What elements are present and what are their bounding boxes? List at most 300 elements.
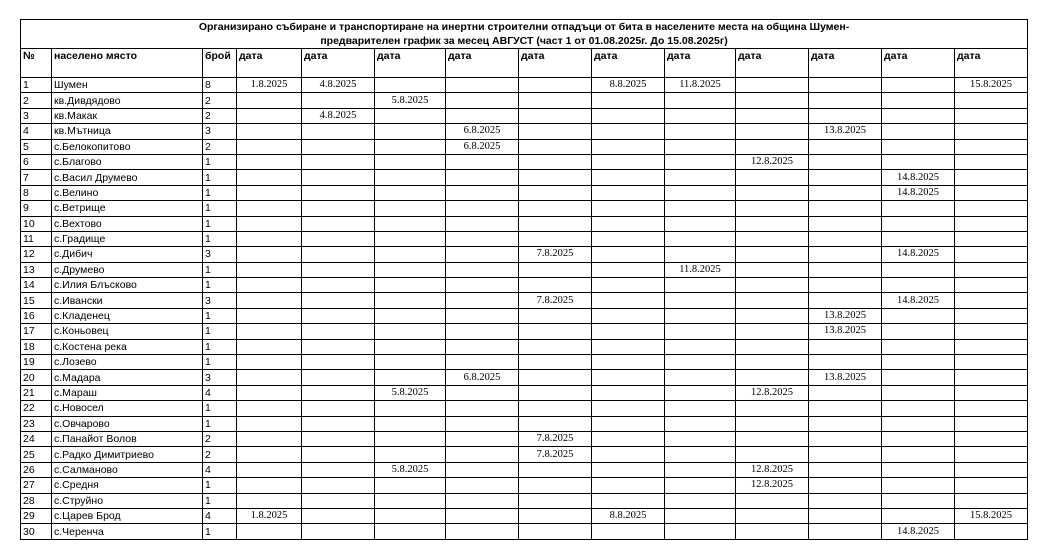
collection-date (665, 524, 736, 539)
collection-count: 1 (203, 401, 237, 416)
row-number: 2 (21, 93, 52, 108)
collection-date (736, 139, 809, 154)
collection-date (882, 93, 955, 108)
table-row (21, 139, 1028, 154)
collection-date (592, 401, 665, 416)
collection-date (237, 416, 302, 431)
collection-date (519, 324, 592, 339)
table-row (21, 324, 1028, 339)
collection-date (955, 201, 1028, 216)
collection-count: 2 (203, 139, 237, 154)
collection-date (237, 431, 302, 446)
header-date: дата (736, 49, 809, 78)
collection-date (882, 201, 955, 216)
collection-date (592, 93, 665, 108)
collection-count: 2 (203, 431, 237, 446)
collection-date (237, 308, 302, 323)
header-date: дата (882, 49, 955, 78)
collection-date (882, 355, 955, 370)
collection-date (237, 355, 302, 370)
place-name: с.Васил Друмево (52, 170, 203, 185)
place-name: кв.Макак (52, 108, 203, 123)
place-name: с.Благово (52, 154, 203, 169)
header-date: дата (592, 49, 665, 78)
collection-date (736, 185, 809, 200)
table-row (21, 385, 1028, 400)
collection-date: 6.8.2025 (446, 370, 519, 385)
table-row (21, 462, 1028, 477)
collection-date (882, 447, 955, 462)
collection-date: 7.8.2025 (519, 447, 592, 462)
collection-date (592, 201, 665, 216)
collection-count: 4 (203, 385, 237, 400)
collection-date (446, 431, 519, 446)
collection-date (809, 478, 882, 493)
collection-date (955, 431, 1028, 446)
collection-date (809, 139, 882, 154)
collection-date (237, 139, 302, 154)
collection-count: 1 (203, 231, 237, 246)
collection-date (665, 293, 736, 308)
collection-date (592, 247, 665, 262)
collection-count: 3 (203, 370, 237, 385)
place-name: кв.Дивдядово (52, 93, 203, 108)
collection-date (302, 154, 375, 169)
collection-date (736, 431, 809, 446)
collection-date (955, 478, 1028, 493)
collection-date (882, 385, 955, 400)
collection-date (519, 308, 592, 323)
table-row (21, 93, 1028, 108)
collection-date (237, 385, 302, 400)
collection-date (955, 416, 1028, 431)
collection-date (302, 185, 375, 200)
collection-date (665, 462, 736, 477)
collection-date (809, 108, 882, 123)
collection-date (736, 508, 809, 523)
collection-date (665, 231, 736, 246)
collection-date (809, 262, 882, 277)
place-name: с.Дибич (52, 247, 203, 262)
collection-date (302, 370, 375, 385)
schedule-table (20, 19, 1028, 540)
collection-date (955, 524, 1028, 539)
collection-date (592, 339, 665, 354)
collection-date (809, 201, 882, 216)
collection-date (237, 339, 302, 354)
collection-date (809, 462, 882, 477)
row-number: 18 (21, 339, 52, 354)
header-place: населено място (52, 49, 203, 78)
collection-count: 1 (203, 185, 237, 200)
collection-date (519, 385, 592, 400)
collection-date (955, 324, 1028, 339)
collection-date (446, 216, 519, 231)
table-row (21, 185, 1028, 200)
collection-date (237, 93, 302, 108)
collection-date (809, 385, 882, 400)
collection-date (237, 293, 302, 308)
collection-date (302, 170, 375, 185)
table-row (21, 339, 1028, 354)
place-name: с.Лозево (52, 355, 203, 370)
collection-date (809, 293, 882, 308)
row-number: 26 (21, 462, 52, 477)
collection-date (592, 370, 665, 385)
collection-date (592, 216, 665, 231)
header-date: дата (446, 49, 519, 78)
row-number: 5 (21, 139, 52, 154)
collection-date (446, 339, 519, 354)
collection-date (446, 170, 519, 185)
collection-date (375, 339, 446, 354)
collection-date (736, 216, 809, 231)
collection-date (302, 416, 375, 431)
collection-date: 15.8.2025 (955, 508, 1028, 523)
collection-date (375, 216, 446, 231)
title-line-1: Организирано събиране и транспортиране на инертни строителни отпадъци от бита в населените места на община Шумен- (198, 21, 850, 33)
table-row (21, 201, 1028, 216)
collection-date (592, 416, 665, 431)
collection-date (592, 478, 665, 493)
collection-date (665, 216, 736, 231)
collection-date (446, 154, 519, 169)
collection-date (809, 431, 882, 446)
collection-date (592, 108, 665, 123)
collection-count: 2 (203, 93, 237, 108)
header-row (21, 49, 1028, 78)
collection-date (736, 78, 809, 93)
table-row (21, 247, 1028, 262)
place-name: с.Мадара (52, 370, 203, 385)
collection-date (592, 231, 665, 246)
collection-date (736, 370, 809, 385)
collection-date: 12.8.2025 (736, 462, 809, 477)
collection-date (375, 401, 446, 416)
table-row (21, 170, 1028, 185)
collection-date (519, 201, 592, 216)
collection-count: 1 (203, 478, 237, 493)
row-number: 17 (21, 324, 52, 339)
collection-date: 11.8.2025 (665, 78, 736, 93)
collection-date (519, 339, 592, 354)
collection-date (809, 185, 882, 200)
collection-date (665, 278, 736, 293)
collection-date (519, 78, 592, 93)
collection-date (736, 447, 809, 462)
row-number: 13 (21, 262, 52, 277)
table-row (21, 478, 1028, 493)
collection-date (237, 447, 302, 462)
collection-date (446, 262, 519, 277)
collection-date (882, 139, 955, 154)
collection-date (955, 124, 1028, 139)
collection-date (375, 416, 446, 431)
collection-date (237, 247, 302, 262)
collection-date (592, 139, 665, 154)
collection-date (237, 201, 302, 216)
schedule-sheet (20, 19, 1028, 540)
table-row (21, 108, 1028, 123)
place-name: с.Радко Димитриево (52, 447, 203, 462)
collection-date (302, 508, 375, 523)
collection-date (665, 478, 736, 493)
collection-date (375, 478, 446, 493)
collection-date (809, 339, 882, 354)
collection-date (237, 493, 302, 508)
collection-date: 6.8.2025 (446, 139, 519, 154)
table-row (21, 308, 1028, 323)
collection-date (665, 139, 736, 154)
collection-date (237, 216, 302, 231)
collection-date (665, 308, 736, 323)
place-name: с.Костена река (52, 339, 203, 354)
collection-date: 4.8.2025 (302, 78, 375, 93)
collection-date (809, 247, 882, 262)
table-row (21, 493, 1028, 508)
collection-date (955, 401, 1028, 416)
collection-date (519, 524, 592, 539)
place-name: с.Градище (52, 231, 203, 246)
collection-date (592, 462, 665, 477)
place-name: Шумен (52, 78, 203, 93)
table-row (21, 262, 1028, 277)
collection-date (736, 324, 809, 339)
collection-date (665, 401, 736, 416)
collection-date (302, 401, 375, 416)
collection-date: 13.8.2025 (809, 324, 882, 339)
collection-date (237, 462, 302, 477)
collection-date (955, 154, 1028, 169)
collection-date (592, 124, 665, 139)
collection-date (446, 278, 519, 293)
collection-date (446, 247, 519, 262)
collection-date (955, 247, 1028, 262)
table-row (21, 355, 1028, 370)
collection-date (809, 170, 882, 185)
collection-date (302, 462, 375, 477)
collection-count: 3 (203, 247, 237, 262)
collection-date (375, 262, 446, 277)
table-row (21, 431, 1028, 446)
collection-date: 7.8.2025 (519, 431, 592, 446)
collection-date (237, 124, 302, 139)
place-name: с.Новосел (52, 401, 203, 416)
collection-date: 14.8.2025 (882, 185, 955, 200)
collection-date (375, 308, 446, 323)
collection-date (665, 493, 736, 508)
collection-count: 1 (203, 308, 237, 323)
collection-date (809, 78, 882, 93)
collection-date (302, 355, 375, 370)
collection-date (665, 508, 736, 523)
collection-date: 5.8.2025 (375, 93, 446, 108)
collection-date (446, 401, 519, 416)
collection-date (302, 139, 375, 154)
row-number: 29 (21, 508, 52, 523)
collection-date (665, 339, 736, 354)
collection-date (665, 324, 736, 339)
collection-count: 2 (203, 447, 237, 462)
place-name: с.Струйно (52, 493, 203, 508)
collection-date (375, 493, 446, 508)
place-name: с.Вехтово (52, 216, 203, 231)
collection-date (302, 478, 375, 493)
collection-date (882, 478, 955, 493)
collection-date (375, 108, 446, 123)
collection-date (302, 93, 375, 108)
row-number: 9 (21, 201, 52, 216)
collection-date (665, 108, 736, 123)
collection-date (955, 278, 1028, 293)
collection-date (882, 431, 955, 446)
collection-count: 1 (203, 416, 237, 431)
collection-date (955, 185, 1028, 200)
row-number: 19 (21, 355, 52, 370)
collection-date (519, 231, 592, 246)
collection-date: 1.8.2025 (237, 78, 302, 93)
collection-date (809, 508, 882, 523)
collection-date (882, 401, 955, 416)
collection-date (302, 431, 375, 446)
collection-date (955, 139, 1028, 154)
collection-date: 12.8.2025 (736, 385, 809, 400)
collection-count: 1 (203, 339, 237, 354)
collection-date: 5.8.2025 (375, 462, 446, 477)
collection-count: 1 (203, 201, 237, 216)
collection-date (446, 447, 519, 462)
collection-date (302, 278, 375, 293)
collection-date (519, 462, 592, 477)
row-number: 27 (21, 478, 52, 493)
collection-date (592, 170, 665, 185)
collection-date (302, 247, 375, 262)
collection-date (665, 93, 736, 108)
collection-date (955, 293, 1028, 308)
collection-date (955, 170, 1028, 185)
collection-date (237, 370, 302, 385)
collection-date (809, 154, 882, 169)
row-number: 20 (21, 370, 52, 385)
collection-date (736, 339, 809, 354)
collection-date (592, 493, 665, 508)
collection-date (302, 293, 375, 308)
row-number: 28 (21, 493, 52, 508)
collection-date (736, 108, 809, 123)
collection-date (237, 401, 302, 416)
collection-date (237, 524, 302, 539)
collection-date (955, 262, 1028, 277)
collection-date: 6.8.2025 (446, 124, 519, 139)
collection-date (519, 493, 592, 508)
collection-date (302, 385, 375, 400)
collection-date (955, 231, 1028, 246)
collection-date (882, 216, 955, 231)
collection-date (237, 478, 302, 493)
collection-date (592, 431, 665, 446)
place-name: с.Салманово (52, 462, 203, 477)
table-row (21, 154, 1028, 169)
collection-date (955, 493, 1028, 508)
header-date: дата (809, 49, 882, 78)
collection-date (882, 370, 955, 385)
collection-date (446, 185, 519, 200)
table-row (21, 416, 1028, 431)
row-number: 16 (21, 308, 52, 323)
table-row (21, 231, 1028, 246)
collection-date (882, 339, 955, 354)
collection-date (446, 385, 519, 400)
collection-date (519, 139, 592, 154)
place-name: с.Кладенец (52, 308, 203, 323)
collection-date (665, 416, 736, 431)
collection-date (519, 401, 592, 416)
collection-date (809, 524, 882, 539)
collection-date (809, 401, 882, 416)
collection-date: 7.8.2025 (519, 247, 592, 262)
collection-date (592, 185, 665, 200)
collection-date (665, 201, 736, 216)
collection-date (446, 493, 519, 508)
collection-date (882, 124, 955, 139)
row-number: 14 (21, 278, 52, 293)
collection-date (955, 308, 1028, 323)
place-name: с.Овчарово (52, 416, 203, 431)
collection-count: 3 (203, 124, 237, 139)
collection-date (519, 124, 592, 139)
collection-date: 14.8.2025 (882, 293, 955, 308)
row-number: 4 (21, 124, 52, 139)
place-name: с.Илия Блъсково (52, 278, 203, 293)
collection-date (519, 478, 592, 493)
collection-date (736, 93, 809, 108)
collection-date (302, 524, 375, 539)
collection-date (446, 308, 519, 323)
collection-date (882, 324, 955, 339)
collection-date (955, 385, 1028, 400)
collection-date: 12.8.2025 (736, 154, 809, 169)
collection-date (955, 108, 1028, 123)
header-num: № (21, 49, 52, 78)
collection-date (809, 416, 882, 431)
place-name: с.Царев Брод (52, 508, 203, 523)
collection-date (519, 370, 592, 385)
collection-date (736, 124, 809, 139)
header-date: дата (519, 49, 592, 78)
collection-count: 1 (203, 170, 237, 185)
collection-date (237, 231, 302, 246)
row-number: 15 (21, 293, 52, 308)
collection-date (302, 201, 375, 216)
collection-date (237, 262, 302, 277)
collection-date (519, 508, 592, 523)
collection-date (809, 231, 882, 246)
table-row (21, 401, 1028, 416)
collection-date: 13.8.2025 (809, 124, 882, 139)
collection-date (665, 385, 736, 400)
collection-date (375, 278, 446, 293)
collection-date (375, 139, 446, 154)
row-number: 7 (21, 170, 52, 185)
collection-date (809, 278, 882, 293)
collection-date (955, 216, 1028, 231)
collection-date (446, 478, 519, 493)
collection-count: 4 (203, 462, 237, 477)
collection-date (665, 124, 736, 139)
collection-date (736, 262, 809, 277)
row-number: 25 (21, 447, 52, 462)
header-date: дата (955, 49, 1028, 78)
